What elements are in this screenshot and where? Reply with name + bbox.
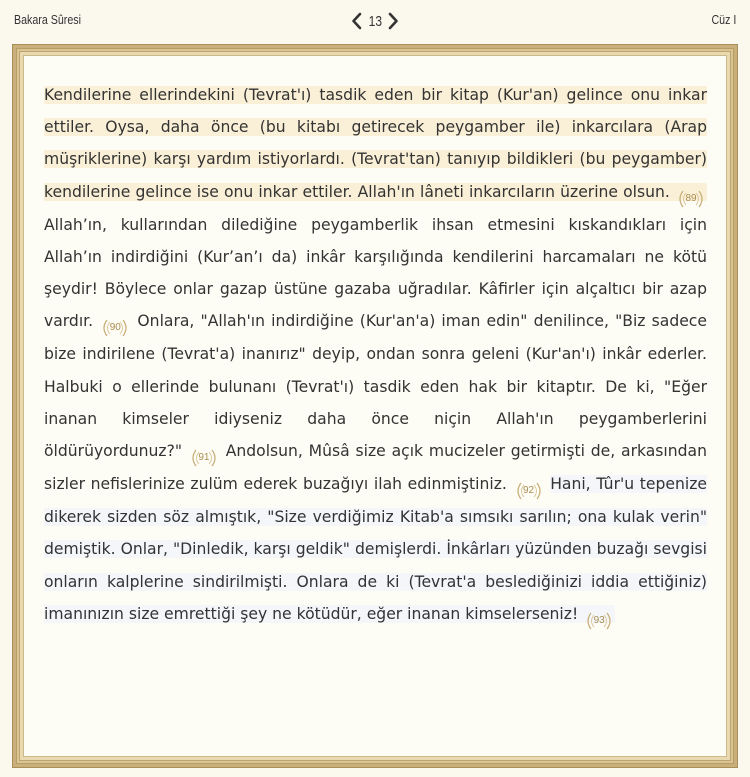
verse-89[interactable] <box>44 86 707 204</box>
verse-93[interactable] <box>44 475 707 626</box>
page-number[interactable]: 13 <box>368 12 382 30</box>
chevron-left-icon[interactable] <box>350 11 364 31</box>
verse-number-marker[interactable]: 91 <box>190 448 218 468</box>
verse-text: Andolsun, Mûsâ size açık mucizeler getirmişti de, arkasından sizler nefislerinize zulüm ederek buzağıyı ilah edinmiştiniz. <box>44 442 707 494</box>
verse-text: Kendilerine ellerindekini (Tevrat'ı) tasdik eden bir kitap (Kur'an) gelince onu inkar ettiler. Oysa, daha önce (bu kitabı getirecek peygamber ile) inkarcılara (Arap müşriklerine) karşı yardım istiyorlardı. (Tevrat'tan) tanıyıp bildikleri (bu peygamber) kendilerine gelince ise onu inkar ettiler. Allah'ın lâneti inkarcıların üzerine olsun. <box>44 86 707 201</box>
top-bar <box>0 0 750 42</box>
verse-number-marker[interactable]: 93 <box>585 611 613 631</box>
translation-text <box>44 79 707 631</box>
verse-text: Onlara, "Allah'ın indirdiğine (Kur'an'a) iman edin" denilince, "Biz sadece bize indirilene (Tevrat'a) inanırız" deyip, ondan sonra geleni (Kur'an'ı) inkâr ederler. Halbuki o ellerinde bulunanı (Tevrat'ı) tasdik eden hak bir kitaptır. De ki, "Eğer inanan kimseler idiyseniz daha önce niçin Allah'ın peygamberlerini öldürüyordunuz?" <box>44 312 707 461</box>
verse-number-marker[interactable]: 90 <box>101 318 129 338</box>
verse-number-marker[interactable]: 92 <box>515 481 543 501</box>
verse-91[interactable] <box>44 312 707 464</box>
verse-number-marker[interactable]: 89 <box>677 189 705 209</box>
verse-text: Hani, Tûr'u tepenize dikerek sizden söz almıştık, "Size verdiğimiz Kitab'a sımsıkı sarılın; ona kulak verin" demiştik. Onlar, "Dinledik, karşı geldik" demişlerdi. İnkârları yüzünden buzağı sevgisi onların kalplerine sindirilmişti. Onlara de ki (Tevrat'a beslediğinizi iddia ettiğiniz) imanınızın size emrettiği şey ne kötüdür, eğer inanan kimselerseniz! <box>44 475 707 623</box>
verse-text: Allah’ın, kullarından dilediğine peygamberlik ihsan etmesini kıskandıkları için Allah’ın indirdiğini (Kur’an’ı da) inkâr karşılığında kendilerini harcamaları ne kötü şeydir! Böylece onlar gazap üstüne gazaba uğradılar. Kâfirler için alçaltıcı bir azap vardır. <box>44 215 707 331</box>
surah-name[interactable]: Bakara Sûresi <box>14 12 81 27</box>
page-frame <box>12 44 738 768</box>
page-content <box>23 55 727 757</box>
chevron-right-icon[interactable] <box>386 11 400 31</box>
juz-label[interactable]: Cüz I <box>711 12 736 27</box>
page-navigator <box>350 9 400 33</box>
